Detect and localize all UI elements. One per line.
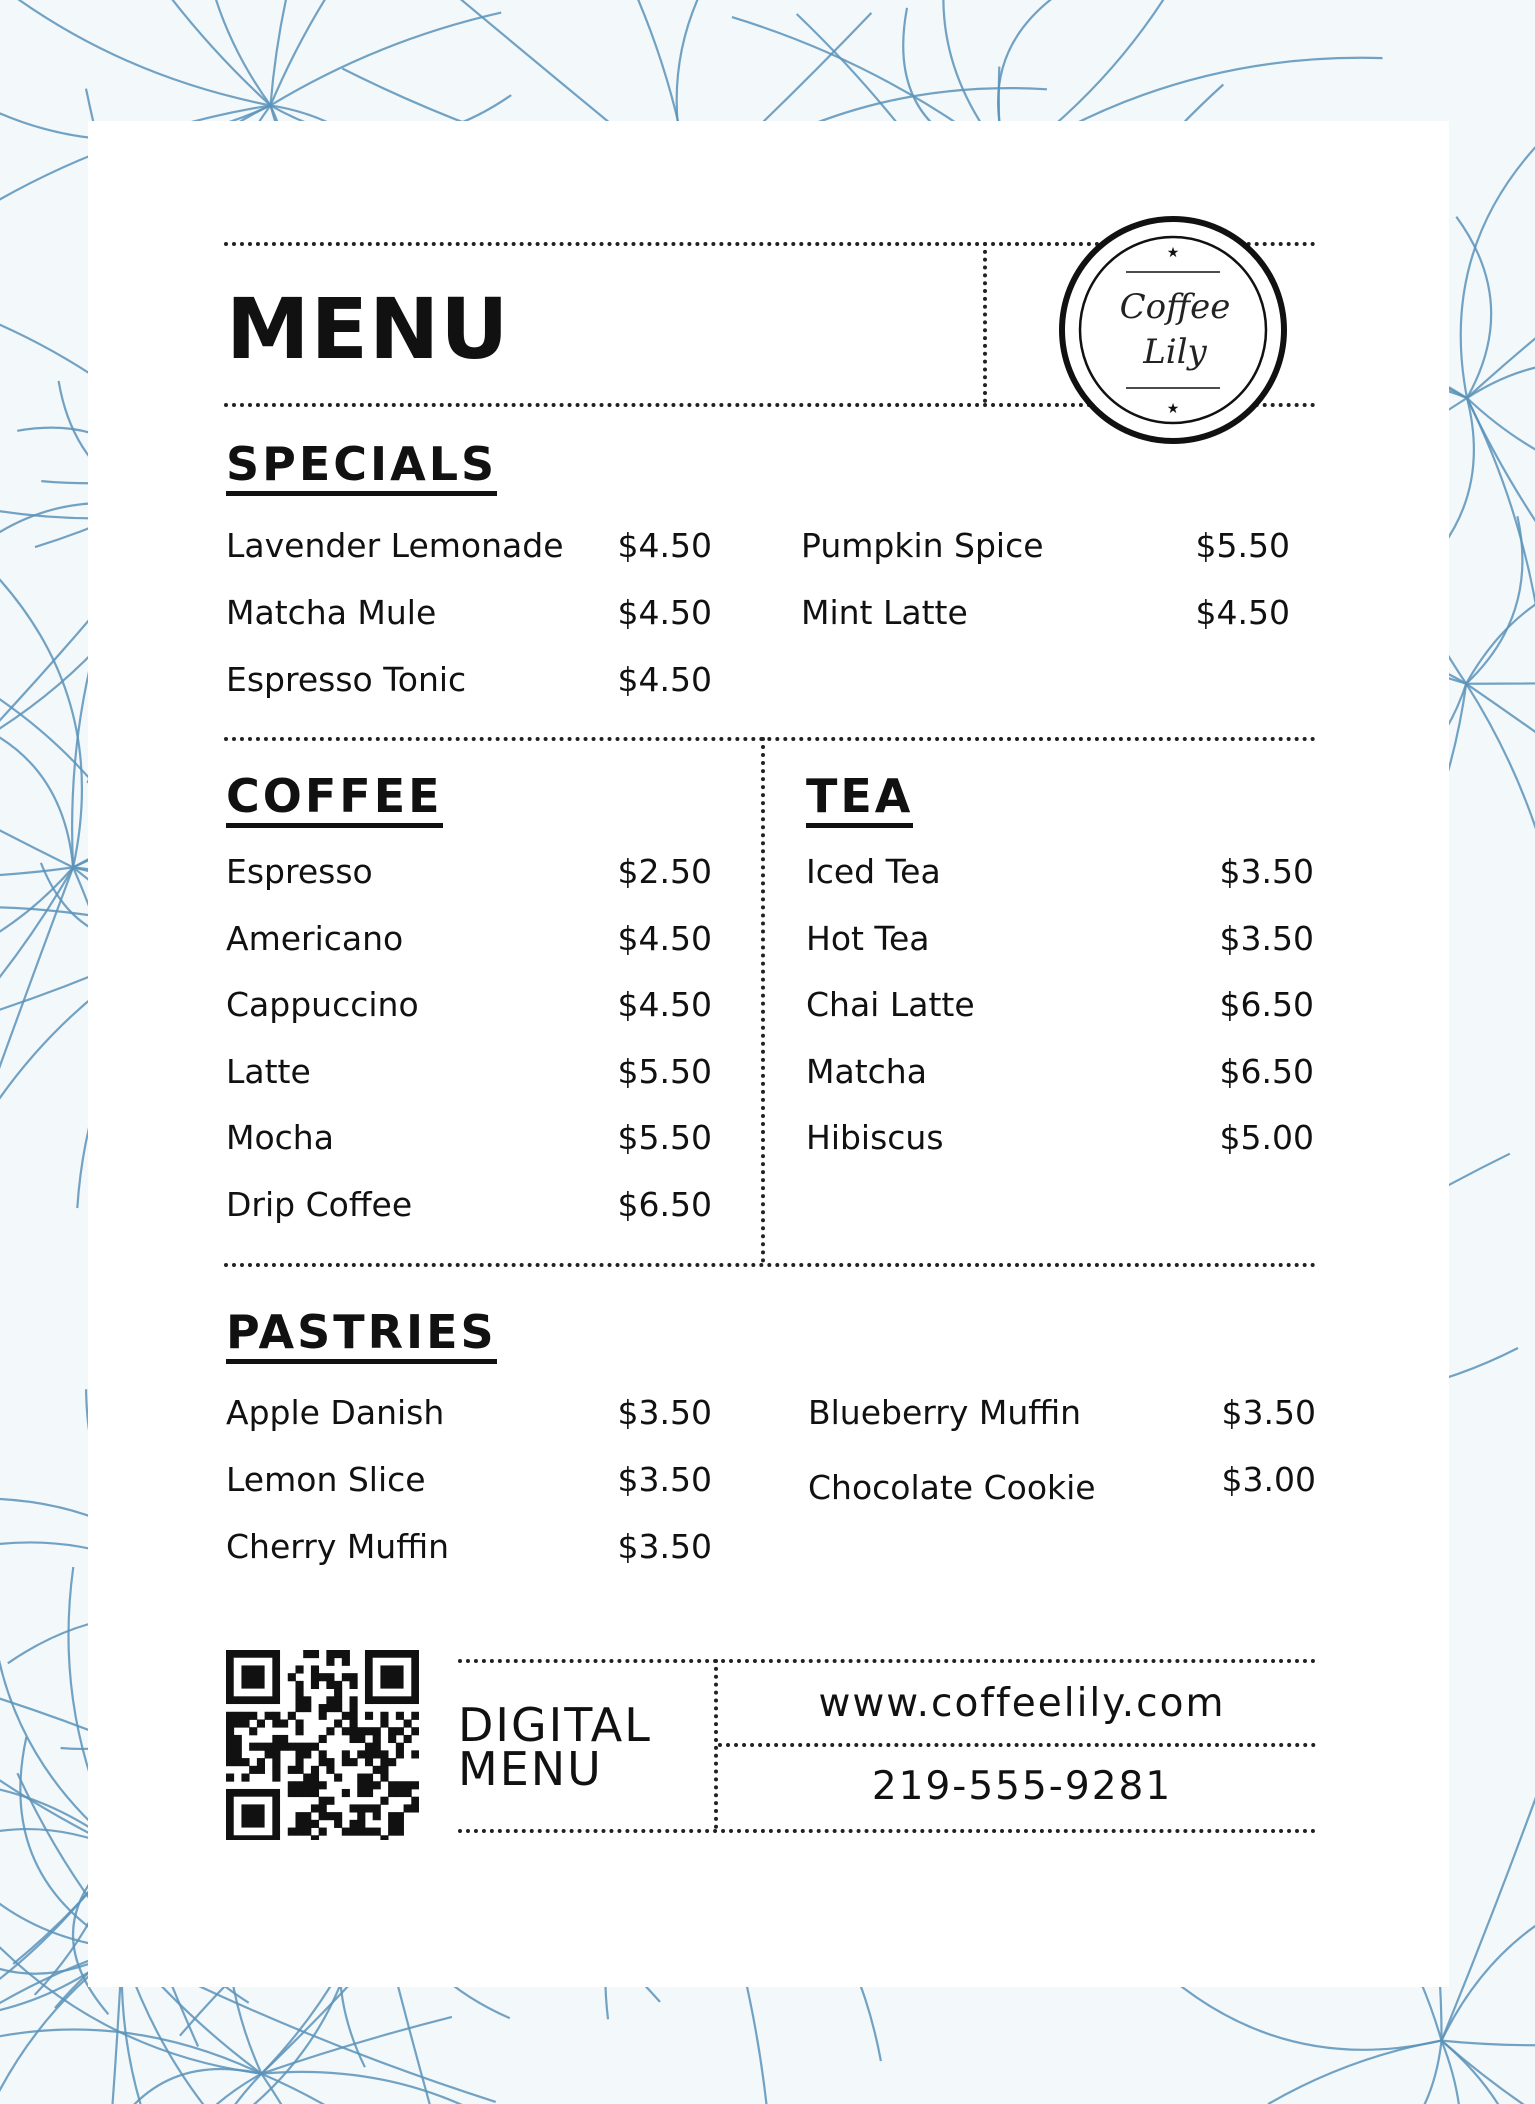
logo-text-line2: Lily [1143, 332, 1207, 372]
menu-item-name: Espresso Tonic [226, 660, 467, 699]
menu-item-price: $6.50 [1219, 1052, 1314, 1091]
footer-bottom-rule [458, 1829, 1316, 1833]
pattern-stroke [262, 2072, 546, 2104]
coffee-lily-logo [1058, 215, 1288, 445]
website-link[interactable]: www.coffeelily.com [818, 1681, 1226, 1726]
pattern-stroke [1442, 2041, 1535, 2104]
menu-item-name: Apple Danish [226, 1393, 445, 1432]
pattern-stroke [1466, 684, 1535, 993]
menu-item-price: $5.50 [617, 1052, 712, 1091]
menu-item-name: Matcha Mule [226, 593, 437, 632]
menu-item-price: $5.50 [617, 1118, 712, 1157]
column-divider [761, 737, 765, 1263]
pattern-stroke [1466, 570, 1535, 683]
menu-item-price: $3.50 [617, 1393, 712, 1432]
pattern-stroke [0, 567, 82, 867]
menu-item-name: Mocha [226, 1118, 334, 1157]
section-heading-coffee: COFFEE [226, 773, 443, 828]
logo-text-line1: Coffee [1119, 287, 1231, 327]
pattern-stroke [1461, 140, 1535, 398]
menu-item-name: Chocolate Cookie [808, 1468, 1096, 1507]
menu-item-price: $5.50 [1195, 526, 1290, 565]
svg-text:★: ★ [1166, 401, 1180, 417]
pattern-stroke [100, 0, 271, 105]
pattern-stroke [140, 2074, 261, 2104]
menu-item-price: $3.50 [617, 1527, 712, 1566]
menu-item-price: $3.50 [1221, 1393, 1316, 1432]
menu-item-name: Espresso [226, 852, 373, 891]
digital-menu-line1: DIGITAL [458, 1698, 652, 1752]
pattern-stroke [0, 864, 73, 878]
section-heading-pastries: PASTRIES [226, 1309, 497, 1364]
logo-badge-icon [1058, 215, 1288, 445]
menu-item-name: Chai Latte [806, 985, 975, 1024]
menu-item-name: Hot Tea [806, 919, 930, 958]
pattern-stroke [1442, 2017, 1535, 2045]
phone-number[interactable]: 219-555-9281 [871, 1764, 1173, 1809]
footer-divider [714, 1659, 718, 1829]
menu-item-price: $4.50 [617, 660, 712, 699]
menu-item-price: $2.50 [617, 852, 712, 891]
menu-item-price: $4.50 [617, 985, 712, 1024]
menu-item-name: Drip Coffee [226, 1185, 413, 1224]
pattern-stroke [1467, 197, 1535, 398]
menu-item-price: $3.50 [1219, 919, 1314, 958]
menu-item-name: Latte [226, 1052, 311, 1091]
menu-item-name: Cherry Muffin [226, 1527, 450, 1566]
menu-item-name: Lemon Slice [226, 1460, 426, 1499]
pattern-stroke [0, 714, 73, 867]
section-heading-specials: SPECIALS [226, 441, 497, 496]
menu-item-price: $6.50 [1219, 985, 1314, 1024]
menu-item-price: $4.50 [617, 593, 712, 632]
menu-item-name: Mint Latte [801, 593, 968, 632]
pattern-stroke [1442, 1670, 1535, 2041]
section-heading-tea: TEA [806, 773, 913, 828]
menu-item-name: Cappuccino [226, 985, 419, 1024]
menu-item-price: $3.00 [1221, 1460, 1316, 1499]
menu-item-name: Iced Tea [806, 852, 941, 891]
pattern-stroke [0, 0, 270, 105]
menu-item-price: $5.00 [1219, 1118, 1314, 1157]
section-rule [224, 737, 1316, 741]
menu-item-price: $4.50 [617, 526, 712, 565]
footer-top-rule [458, 1659, 1316, 1663]
menu-item-price: $3.50 [1219, 852, 1314, 891]
digital-menu-label [458, 1698, 652, 1796]
header-divider [983, 242, 987, 403]
pattern-stroke [262, 2074, 556, 2104]
menu-item-name: Americano [226, 919, 404, 958]
section-rule [224, 1263, 1316, 1267]
footer-middle-rule [718, 1743, 1316, 1747]
pattern-stroke [1442, 2041, 1535, 2104]
menu-item-name: Hibiscus [806, 1118, 944, 1157]
menu-item-name: Lavender Lemonade [226, 526, 564, 565]
menu-item-name: Matcha [806, 1052, 927, 1091]
menu-item-name: Pumpkin Spice [801, 526, 1044, 565]
pattern-stroke [271, 13, 502, 106]
page-title: MENU [226, 280, 510, 378]
menu-item-price: $6.50 [617, 1185, 712, 1224]
menu-item-name: Blueberry Muffin [808, 1393, 1082, 1432]
pattern-stroke [1467, 398, 1535, 495]
menu-item-price: $4.50 [1195, 593, 1290, 632]
pattern-stroke [1466, 516, 1522, 684]
pattern-stroke [1467, 398, 1535, 739]
digital-menu-line2: MENU [458, 1742, 603, 1796]
svg-text:★: ★ [1166, 245, 1180, 261]
menu-item-price: $3.50 [617, 1460, 712, 1499]
pattern-stroke [1442, 1875, 1535, 2041]
qr-code-icon [226, 1650, 419, 1840]
menu-item-price: $4.50 [617, 919, 712, 958]
